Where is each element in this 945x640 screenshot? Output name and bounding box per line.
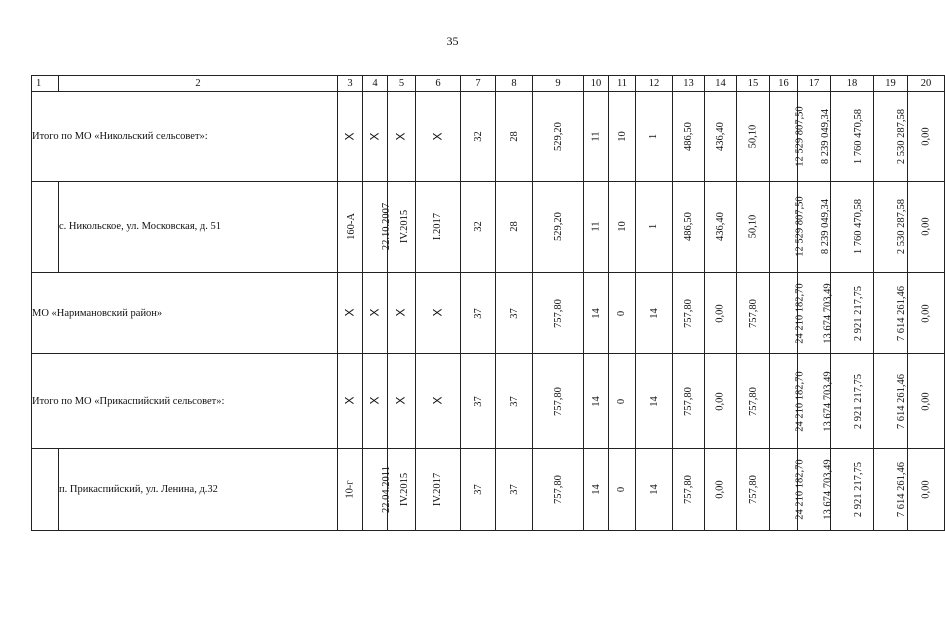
table-cell: 37 bbox=[461, 449, 496, 531]
table-cell: I.2017 bbox=[416, 181, 461, 272]
table-row bbox=[32, 354, 945, 449]
table-cell: Х bbox=[388, 272, 416, 354]
column-header-9: 9 bbox=[533, 76, 584, 92]
table-cell: Х bbox=[338, 92, 363, 182]
column-header-5: 5 bbox=[388, 76, 416, 92]
table-cell: Х bbox=[416, 354, 461, 449]
table-cell: 2 921 217,75 bbox=[831, 449, 874, 531]
table-cell: 13 674 703,49 bbox=[798, 272, 831, 354]
row-indent-cell bbox=[32, 449, 59, 531]
table-cell: 757,80 bbox=[533, 354, 584, 449]
table-cell: 529,20 bbox=[533, 181, 584, 272]
table-cell: 22.10.2007 bbox=[363, 181, 388, 272]
column-header-1: 1 bbox=[32, 76, 59, 92]
column-header-18: 18 bbox=[831, 76, 874, 92]
row-name: с. Никольское, ул. Московская, д. 51 bbox=[59, 181, 338, 272]
table-cell: 28 bbox=[496, 92, 533, 182]
table-cell: 757,80 bbox=[673, 354, 705, 449]
table-cell: 14 bbox=[584, 272, 609, 354]
table-cell: 24 210 182,70 bbox=[770, 272, 798, 354]
table-cell: 22.04.2011 bbox=[363, 449, 388, 531]
table-cell: 529,20 bbox=[533, 92, 584, 182]
table-cell: 7 614 261,46 bbox=[874, 354, 908, 449]
table-cell: 37 bbox=[461, 272, 496, 354]
table-cell: 14 bbox=[636, 449, 673, 531]
table-cell: 0,00 bbox=[908, 354, 945, 449]
column-header-13: 13 bbox=[673, 76, 705, 92]
table-cell: 1 bbox=[636, 92, 673, 182]
column-header-7: 7 bbox=[461, 76, 496, 92]
table-cell: 37 bbox=[496, 354, 533, 449]
row-name: МО «Наримановский район» bbox=[32, 272, 338, 354]
table-cell: 757,80 bbox=[737, 354, 770, 449]
table-cell: 14 bbox=[584, 354, 609, 449]
table-cell: Х bbox=[363, 92, 388, 182]
table-cell: Х bbox=[388, 354, 416, 449]
table-row bbox=[32, 181, 945, 272]
table-cell: 11 bbox=[584, 181, 609, 272]
table-cell: 32 bbox=[461, 92, 496, 182]
table-cell: 0,00 bbox=[705, 272, 737, 354]
table-cell: 2 530 287,58 bbox=[874, 181, 908, 272]
page-number: 35 bbox=[446, 34, 459, 48]
table-cell: 1 bbox=[636, 181, 673, 272]
table-cell: 10-г bbox=[338, 449, 363, 531]
table-cell: Х bbox=[388, 92, 416, 182]
column-header-20: 20 bbox=[908, 76, 945, 92]
table-cell: 160-А bbox=[338, 181, 363, 272]
table-cell: 2 921 217,75 bbox=[831, 354, 874, 449]
table-cell: 50,10 bbox=[737, 181, 770, 272]
table-cell: 11 bbox=[584, 92, 609, 182]
table-cell: 757,80 bbox=[737, 449, 770, 531]
table-cell: 757,80 bbox=[533, 449, 584, 531]
column-header-11: 11 bbox=[609, 76, 636, 92]
column-header-15: 15 bbox=[737, 76, 770, 92]
table-cell: 10 bbox=[609, 181, 636, 272]
table-cell: 2 921 217,75 bbox=[831, 272, 874, 354]
table-cell: 0,00 bbox=[705, 449, 737, 531]
table-cell: Х bbox=[338, 354, 363, 449]
column-header-12: 12 bbox=[636, 76, 673, 92]
table-cell: 8 239 049,34 bbox=[798, 181, 831, 272]
table-cell: 13 674 703,49 bbox=[798, 449, 831, 531]
column-header-10: 10 bbox=[584, 76, 609, 92]
table-cell: 0 bbox=[609, 354, 636, 449]
table-cell: 12 529 807,50 bbox=[770, 181, 798, 272]
table-cell: Х bbox=[363, 272, 388, 354]
column-header-4: 4 bbox=[363, 76, 388, 92]
column-header-16: 16 bbox=[770, 76, 798, 92]
table-cell: 32 bbox=[461, 181, 496, 272]
table-cell: 486,50 bbox=[673, 92, 705, 182]
table-cell: 12 529 807,50 bbox=[770, 92, 798, 182]
table-cell: 0,00 bbox=[705, 354, 737, 449]
table-cell: 486,50 bbox=[673, 181, 705, 272]
table-cell: 0,00 bbox=[908, 181, 945, 272]
row-indent-cell bbox=[32, 181, 59, 272]
table-cell: IV.2015 bbox=[388, 181, 416, 272]
table-cell: 24 210 182,70 bbox=[770, 354, 798, 449]
table-row bbox=[32, 272, 945, 354]
table-cell: 14 bbox=[584, 449, 609, 531]
table-row bbox=[32, 449, 945, 531]
column-header-2: 2 bbox=[59, 76, 338, 92]
table-cell: 1 760 470,58 bbox=[831, 181, 874, 272]
table-cell: 436,40 bbox=[705, 181, 737, 272]
table-cell: 0,00 bbox=[908, 449, 945, 531]
table-cell: 37 bbox=[496, 272, 533, 354]
table-cell: IV.2015 bbox=[388, 449, 416, 531]
table-cell: 24 210 182,70 bbox=[770, 449, 798, 531]
housing-register-table bbox=[31, 75, 945, 531]
table-cell: 8 239 049,34 bbox=[798, 92, 831, 182]
table-cell: Х bbox=[338, 272, 363, 354]
column-header-14: 14 bbox=[705, 76, 737, 92]
table-cell: 14 bbox=[636, 354, 673, 449]
column-header-19: 19 bbox=[874, 76, 908, 92]
table-cell: 757,80 bbox=[673, 272, 705, 354]
table-cell: 13 674 703,49 bbox=[798, 354, 831, 449]
table-cell: 37 bbox=[496, 449, 533, 531]
table-cell: 757,80 bbox=[673, 449, 705, 531]
table-cell: 0,00 bbox=[908, 92, 945, 182]
column-number-row bbox=[32, 76, 945, 92]
column-header-17: 17 bbox=[798, 76, 831, 92]
column-header-8: 8 bbox=[496, 76, 533, 92]
table-row bbox=[32, 92, 945, 182]
table-cell: 0 bbox=[609, 272, 636, 354]
table-cell: Х bbox=[416, 272, 461, 354]
row-name: Итого по МО «Прикаспийский сельсовет»: bbox=[32, 354, 338, 449]
column-header-6: 6 bbox=[416, 76, 461, 92]
table-cell: 50,10 bbox=[737, 92, 770, 182]
table-cell: 0 bbox=[609, 449, 636, 531]
table-cell: 28 bbox=[496, 181, 533, 272]
table-cell: 0,00 bbox=[908, 272, 945, 354]
table-cell: 14 bbox=[636, 272, 673, 354]
table-cell: 757,80 bbox=[737, 272, 770, 354]
table-cell: 37 bbox=[461, 354, 496, 449]
table-cell: Х bbox=[363, 354, 388, 449]
table-cell: 2 530 287,58 bbox=[874, 92, 908, 182]
column-header-3: 3 bbox=[338, 76, 363, 92]
table-cell: 7 614 261,46 bbox=[874, 272, 908, 354]
table-cell: 1 760 470,58 bbox=[831, 92, 874, 182]
table-cell: 7 614 261,46 bbox=[874, 449, 908, 531]
table-cell: Х bbox=[416, 92, 461, 182]
table-cell: 436,40 bbox=[705, 92, 737, 182]
row-name: п. Прикаспийский, ул. Ленина, д.32 bbox=[59, 449, 338, 531]
row-name: Итого по МО «Никольский сельсовет»: bbox=[32, 92, 338, 182]
table-cell: 757,80 bbox=[533, 272, 584, 354]
table-cell: 10 bbox=[609, 92, 636, 182]
table-cell: IV.2017 bbox=[416, 449, 461, 531]
